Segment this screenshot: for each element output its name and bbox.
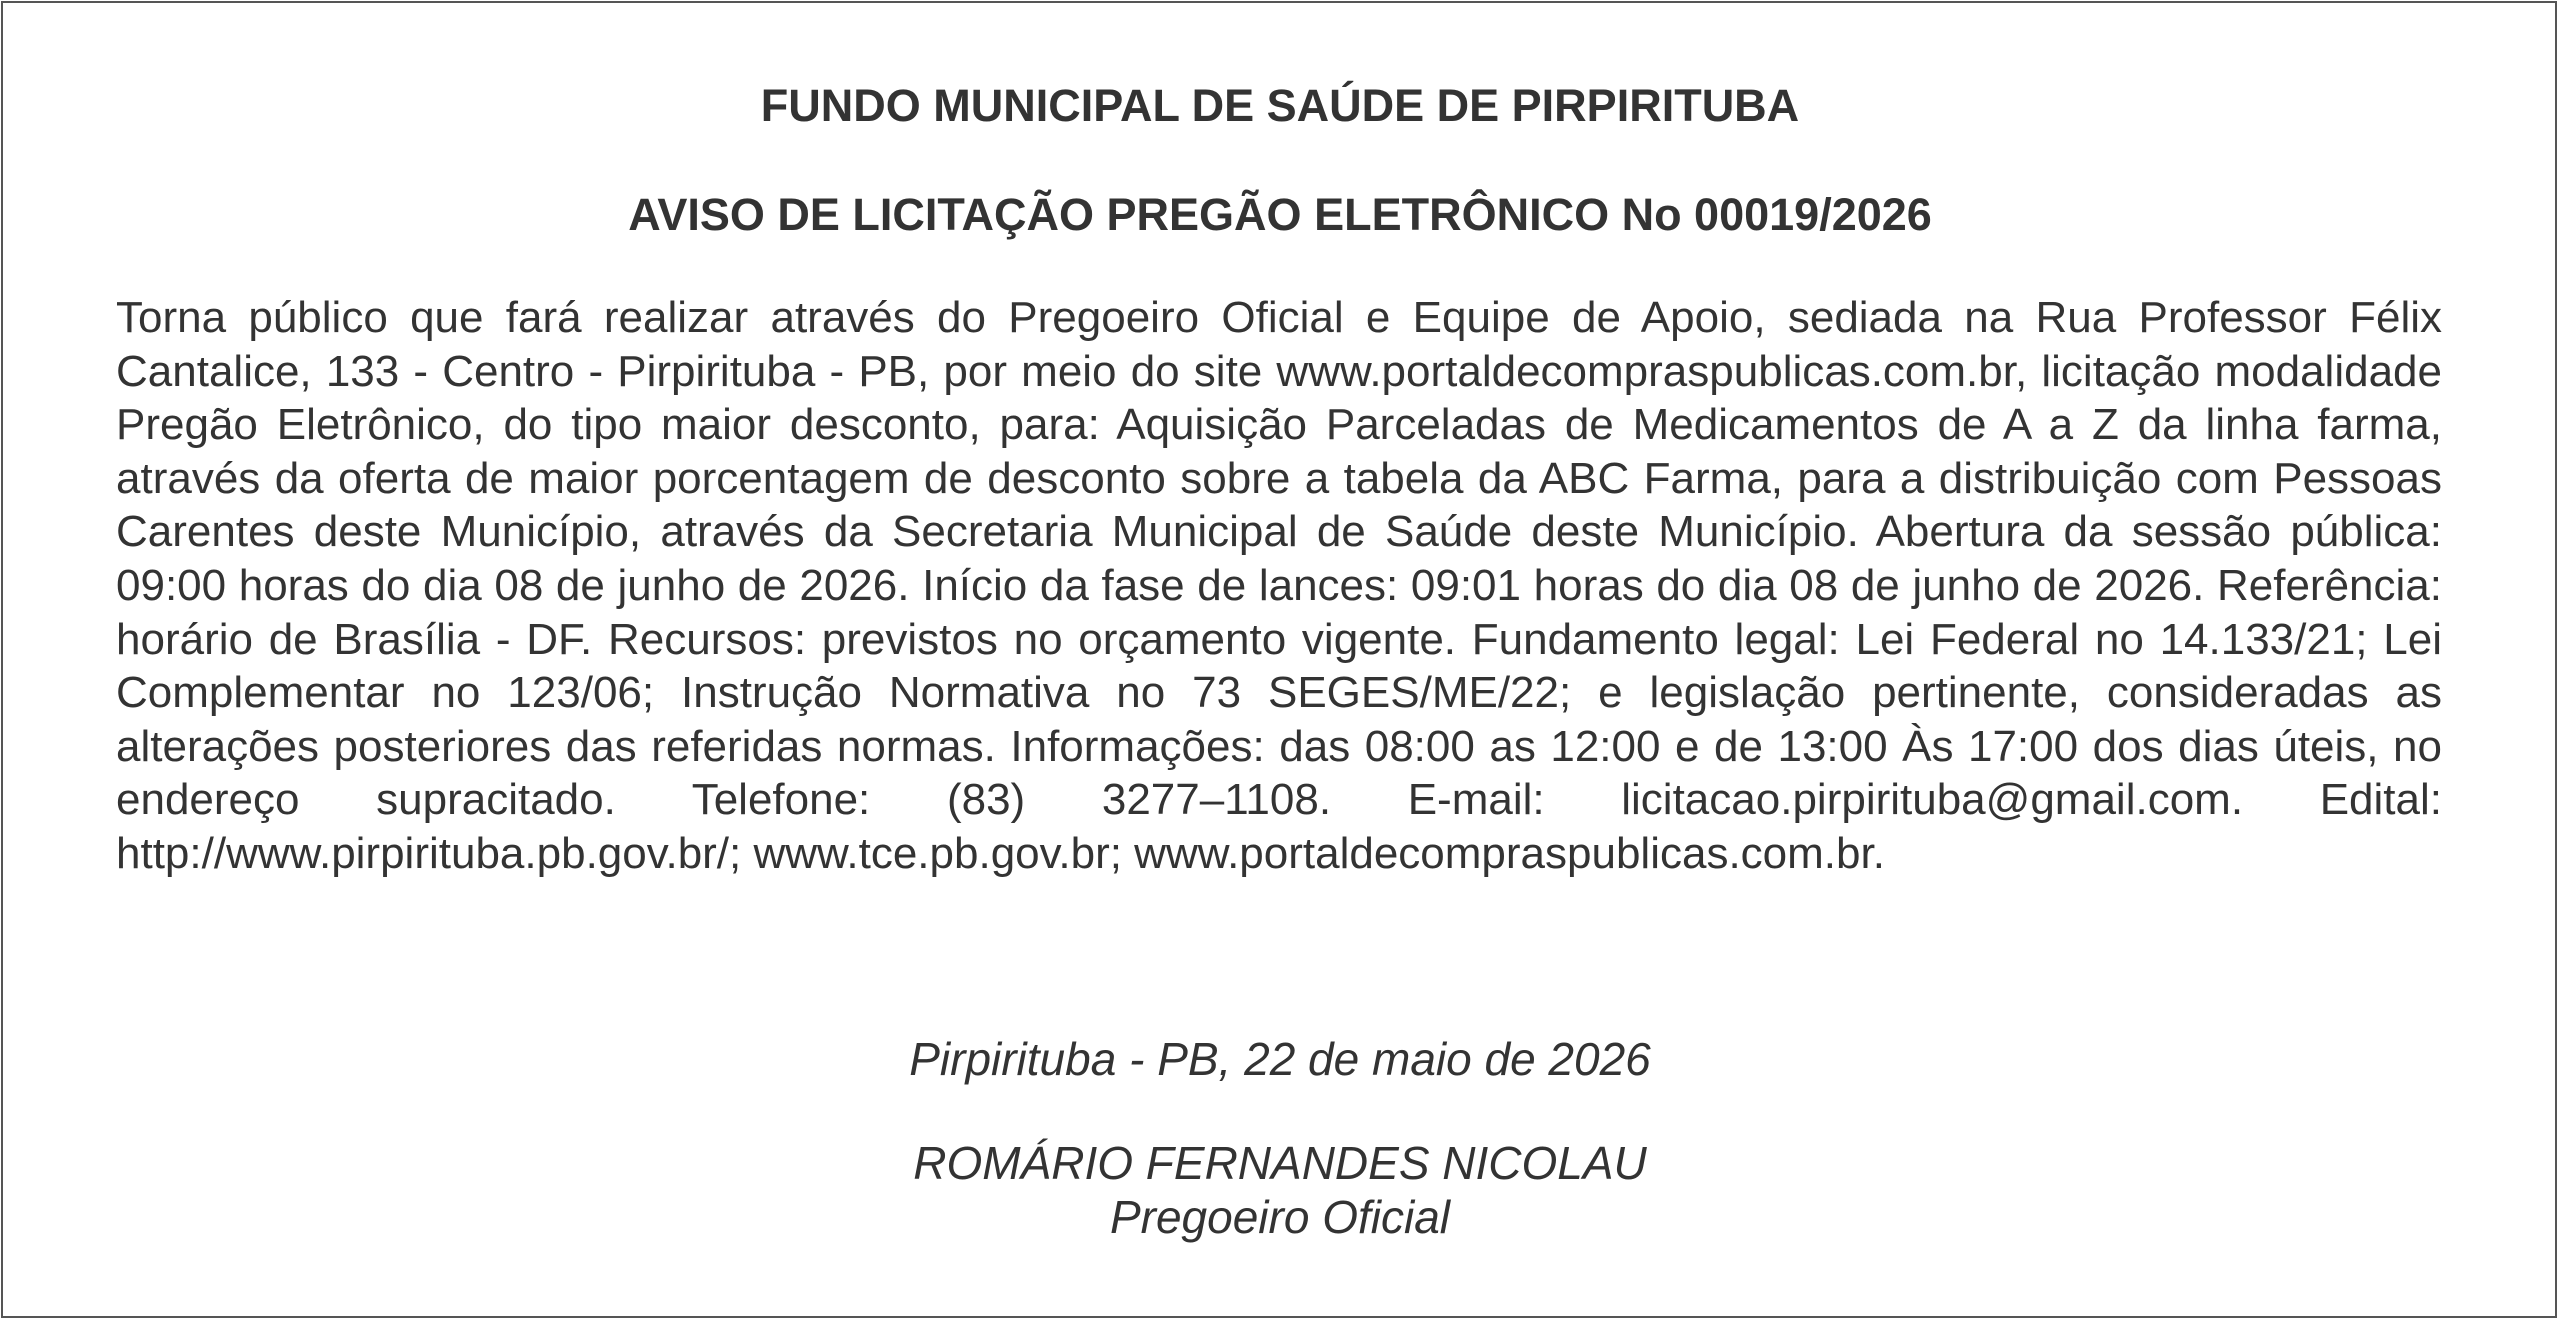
organization-title: FUNDO MUNICIPAL DE SAÚDE DE PIRPIRITUBA (760, 80, 1800, 131)
notice-title: AVISO DE LICITAÇÃO PREGÃO ELETRÔNICO No 00019/2026 (628, 189, 1932, 240)
signatory-role: Pregoeiro Oficial (1109, 1191, 1451, 1243)
place-and-date: Pirpirituba - PB, 22 de maio de 2026 (909, 1033, 1651, 1085)
signatory-name: ROMÁRIO FERNANDES NICOLAU (913, 1137, 1647, 1189)
notice-body-text: Torna público que fará realizar através do Pregoeiro Oficial e Equipe de Apoio, sediada na Rua Professor Félix Cantalice, 133 - Centro - Pirpirituba - PB, por meio do site www.portaldecompraspublicas.com.br, licitação modalidade Pregão Eletrônico, do tipo maior desconto, para: Aquisição Parceladas de Medicamentos de A a Z da linha farma, através da oferta de maior porcentagem de desconto sobre a tabela da ABC Farma, para a distribuição com Pessoas Carentes deste Município, através da Secretaria Municipal de Saúde deste Município. Abertura da sessão pública: 09:00 horas do dia 08 de junho de 2026. Início da fase de lances: 09:01 horas do dia 08 de junho de 2026. Referência: horário de Brasília - DF. Recursos: previstos no orçamento vigente. Fundamento legal: Lei Federal no 14.133/21; Lei Complementar no 123/06; Instrução Normativa no 73 SEGES/ME/22; e legislação pertinente, consideradas as alterações posteriores das referidas normas. Informações: das 08:00 as 12:00 e de 13:00 Às 17:00 dos dias úteis, no endereço supracitado. Telefone: (83) 3277–1108. E-mail: licitacao.pirpirituba@gmail.com. Edital: http://www.pirpirituba.pb.gov.br/; www.tce.pb.gov.br; www.portaldecompraspublicas.com.br. (116, 293, 2442, 878)
